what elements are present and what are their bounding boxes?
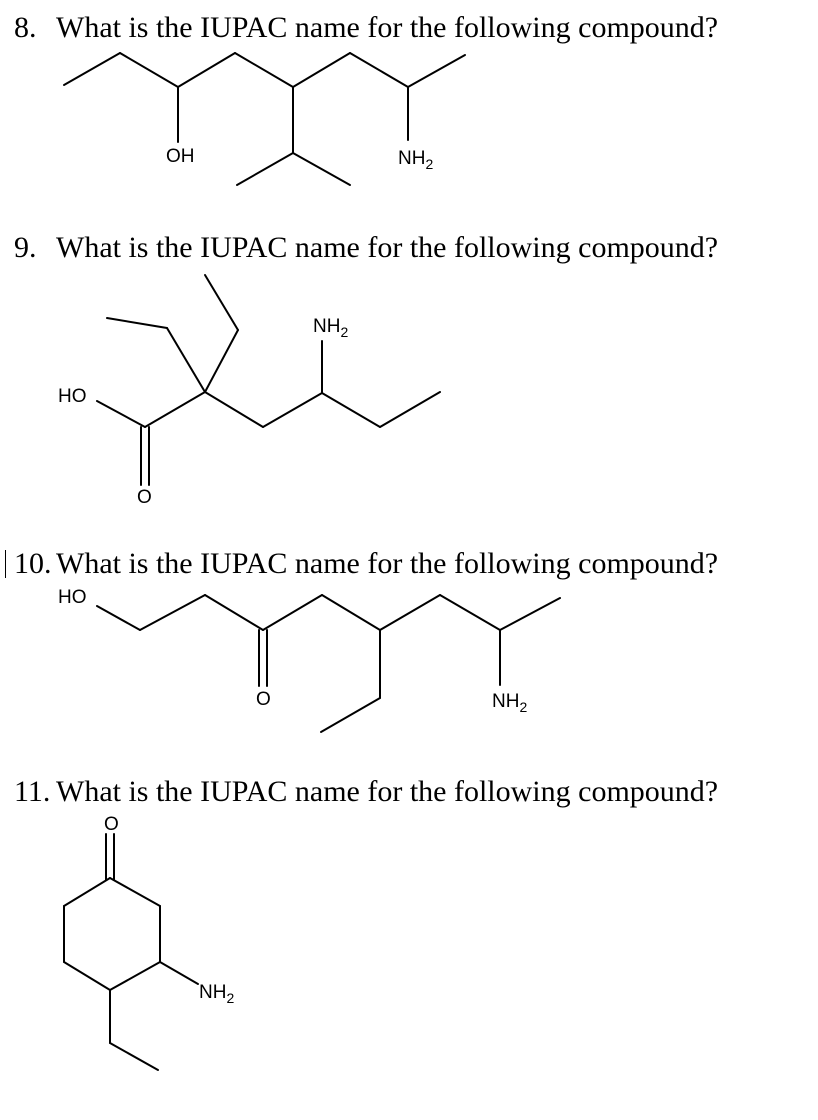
question-text: What is the IUPAC name for the following compound? xyxy=(56,231,719,264)
amine-label: $NH_2$ xyxy=(492,691,528,715)
bond xyxy=(322,393,380,427)
bond xyxy=(350,53,408,87)
carbonyl-oxygen-label: O xyxy=(137,487,152,508)
carbonyl-oxygen-label: O xyxy=(256,689,271,710)
text-cursor xyxy=(5,550,6,578)
question-9-prompt xyxy=(14,230,718,266)
bond xyxy=(160,962,198,984)
question-11-prompt xyxy=(14,774,718,810)
question-text: What is the IUPAC name for the following compound? xyxy=(56,775,719,808)
bond xyxy=(263,393,322,427)
question-11-structure xyxy=(0,810,818,1080)
bond xyxy=(97,401,145,427)
bond xyxy=(380,595,440,630)
bond xyxy=(500,598,560,630)
question-number: 10. xyxy=(14,547,52,580)
bond xyxy=(97,606,140,630)
question-number: 8. xyxy=(14,11,37,44)
bond xyxy=(140,595,205,630)
bond xyxy=(263,595,322,630)
hydroxyl-label: OH xyxy=(166,146,195,167)
bond xyxy=(237,153,293,185)
bond xyxy=(64,53,120,85)
question-text: What is the IUPAC name for the following compound? xyxy=(56,547,719,580)
bond xyxy=(408,55,465,87)
bond xyxy=(293,153,350,185)
question-10-structure xyxy=(0,580,818,740)
bond xyxy=(205,392,263,427)
amine-label: $NH_2$ xyxy=(199,982,235,1006)
carbonyl-oxygen-label: O xyxy=(104,814,119,835)
bond xyxy=(205,595,263,630)
bond xyxy=(120,53,178,87)
bond xyxy=(440,595,500,630)
bond xyxy=(64,962,110,990)
bond xyxy=(322,595,380,630)
hydroxyl-label: HO xyxy=(58,386,87,407)
amine-label: $NH_2$ xyxy=(398,148,434,172)
amine-label: $NH_2$ xyxy=(313,316,349,340)
bond xyxy=(145,392,205,427)
hydroxyl-label: HO xyxy=(58,587,87,608)
bond xyxy=(205,275,238,330)
question-8-structure xyxy=(0,40,818,200)
bond xyxy=(110,1043,158,1070)
bond xyxy=(205,330,238,392)
question-text: What is the IUPAC name for the following compound? xyxy=(56,11,719,44)
bond xyxy=(235,53,293,87)
bond xyxy=(167,328,205,392)
bond xyxy=(110,878,160,906)
bond xyxy=(293,53,350,87)
question-10-prompt xyxy=(14,546,718,582)
bond xyxy=(321,698,380,732)
question-number: 11. xyxy=(14,775,51,808)
bond xyxy=(380,392,440,427)
question-9-structure xyxy=(0,265,818,515)
bond xyxy=(64,878,110,906)
question-number: 9. xyxy=(14,231,37,264)
bond xyxy=(110,962,160,990)
bond xyxy=(107,318,167,328)
bond xyxy=(178,53,235,87)
